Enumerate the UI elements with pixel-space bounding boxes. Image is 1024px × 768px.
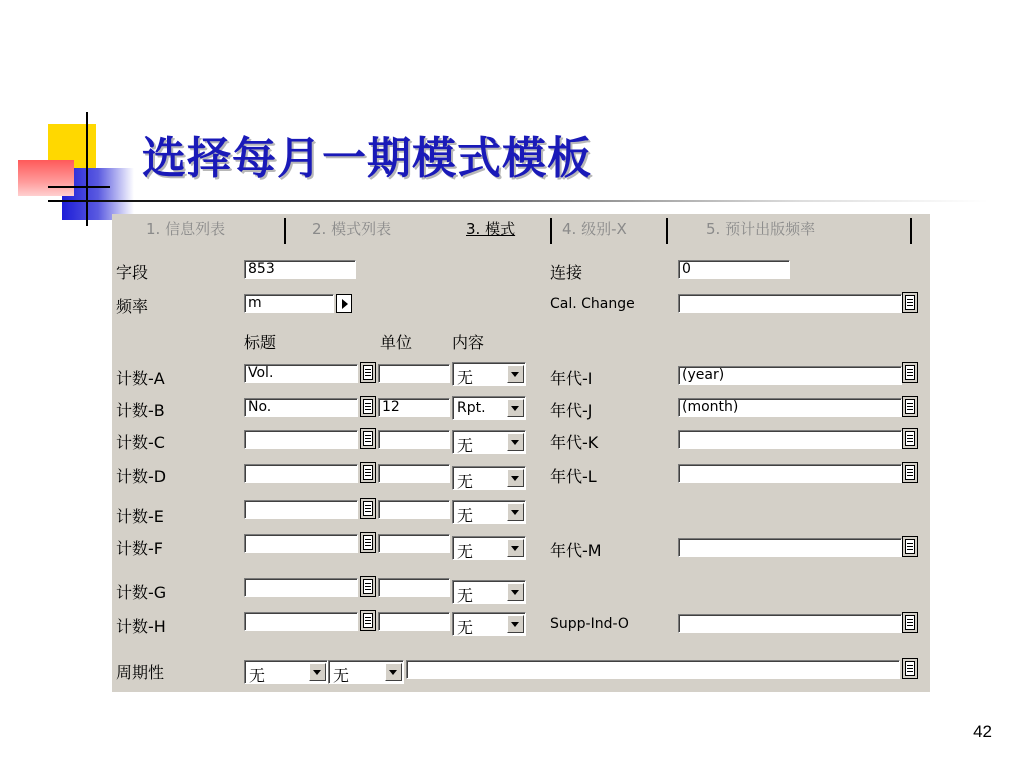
chron-i-list-icon[interactable] <box>902 362 918 383</box>
dropdown-arrow-icon[interactable] <box>507 503 524 521</box>
decor-vertical-line <box>86 112 88 226</box>
tab-level-x[interactable]: 4. 级别-X <box>562 220 627 238</box>
pattern-dialog <box>112 214 930 692</box>
chron-m-input[interactable] <box>678 538 902 557</box>
count-g-content-select[interactable]: 无 <box>452 580 526 604</box>
link-label: 连接 <box>550 263 583 282</box>
count-f-label: 计数-F <box>116 539 163 558</box>
chron-i-input[interactable]: (year) <box>678 366 902 385</box>
count-d-title-input[interactable] <box>244 464 358 483</box>
count-h-content-select[interactable]: 无 <box>452 612 526 636</box>
count-f-content-select[interactable]: 无 <box>452 536 526 560</box>
chron-m-label: 年代-M <box>550 541 602 560</box>
cal-change-label: Cal. Change <box>550 296 635 312</box>
periodicity-list-icon[interactable] <box>902 658 918 679</box>
count-a-content-select[interactable]: 无 <box>452 362 526 386</box>
tab-info-list[interactable]: 1. 信息列表 <box>146 220 226 238</box>
count-f-title-input[interactable] <box>244 534 358 553</box>
periodicity-select-1[interactable]: 无 <box>244 660 328 684</box>
periodicity-input[interactable] <box>406 660 900 679</box>
frequency-label: 频率 <box>116 297 149 316</box>
count-a-title-input[interactable]: Vol. <box>244 364 358 383</box>
count-b-label: 计数-B <box>116 401 165 420</box>
count-b-unit-input[interactable]: 12 <box>378 398 450 417</box>
tab-expected-frequency[interactable]: 5. 预计出版频率 <box>706 220 816 238</box>
tab-separator <box>910 218 912 244</box>
dropdown-arrow-icon[interactable] <box>309 663 326 681</box>
count-c-content-select[interactable]: 无 <box>452 430 526 454</box>
tab-separator <box>666 218 668 244</box>
chron-i-label: 年代-I <box>550 369 593 388</box>
dropdown-arrow-icon[interactable] <box>507 365 524 383</box>
chron-j-list-icon[interactable] <box>902 396 918 417</box>
count-e-content-select[interactable]: 无 <box>452 500 526 524</box>
count-h-title-input[interactable] <box>244 612 358 631</box>
field-input[interactable]: 853 <box>244 260 356 279</box>
dropdown-arrow-icon[interactable] <box>507 615 524 633</box>
link-input[interactable]: 0 <box>678 260 790 279</box>
chron-j-input[interactable]: (month) <box>678 398 902 417</box>
cal-change-input[interactable] <box>678 294 902 313</box>
count-c-unit-input[interactable] <box>378 430 450 449</box>
chron-m-list-icon[interactable] <box>902 536 918 557</box>
periodicity-label: 周期性 <box>116 663 165 682</box>
dropdown-arrow-icon[interactable] <box>507 583 524 601</box>
field-label: 字段 <box>116 263 149 282</box>
tab-pattern[interactable]: 3. 模式 <box>466 220 516 238</box>
count-g-title-input[interactable] <box>244 578 358 597</box>
count-d-label: 计数-D <box>116 467 167 486</box>
count-c-title-input[interactable] <box>244 430 358 449</box>
tab-bar <box>112 214 930 244</box>
dropdown-arrow-icon[interactable] <box>507 539 524 557</box>
chron-k-label: 年代-K <box>550 433 599 452</box>
col-content-header: 内容 <box>452 333 485 352</box>
chron-l-list-icon[interactable] <box>902 462 918 483</box>
slide-title: 选择每月一期模式模板 <box>142 133 592 184</box>
cal-change-list-icon[interactable] <box>902 292 918 313</box>
col-unit-header: 单位 <box>380 333 413 352</box>
count-h-label: 计数-H <box>116 617 166 636</box>
supp-ind-label: Supp-Ind-O <box>550 616 629 632</box>
count-g-label: 计数-G <box>116 583 167 602</box>
col-title-header: 标题 <box>244 333 277 352</box>
count-a-label: 计数-A <box>116 369 165 388</box>
count-f-unit-input[interactable] <box>378 534 450 553</box>
decor-red-square <box>18 160 74 196</box>
count-e-label: 计数-E <box>116 507 164 526</box>
count-a-list-icon[interactable] <box>360 362 376 383</box>
supp-ind-input[interactable] <box>678 614 902 633</box>
count-d-list-icon[interactable] <box>360 462 376 483</box>
periodicity-select-2[interactable]: 无 <box>328 660 404 684</box>
count-c-label: 计数-C <box>116 433 165 452</box>
tab-pattern-list[interactable]: 2. 模式列表 <box>312 220 392 238</box>
tab-separator <box>284 218 286 244</box>
chron-j-label: 年代-J <box>550 401 593 420</box>
count-e-list-icon[interactable] <box>360 498 376 519</box>
count-b-title-input[interactable]: No. <box>244 398 358 417</box>
count-f-list-icon[interactable] <box>360 532 376 553</box>
decor-short-line <box>48 186 110 188</box>
chron-k-list-icon[interactable] <box>902 428 918 449</box>
supp-ind-list-icon[interactable] <box>902 612 918 633</box>
dropdown-arrow-icon[interactable] <box>507 399 524 417</box>
dropdown-arrow-icon[interactable] <box>385 663 402 681</box>
chron-l-input[interactable] <box>678 464 902 483</box>
count-g-list-icon[interactable] <box>360 576 376 597</box>
dropdown-arrow-icon[interactable] <box>507 469 524 487</box>
count-g-unit-input[interactable] <box>378 578 450 597</box>
count-e-unit-input[interactable] <box>378 500 450 519</box>
chron-k-input[interactable] <box>678 430 902 449</box>
dropdown-arrow-icon[interactable] <box>507 433 524 451</box>
frequency-arrow-button[interactable] <box>336 294 352 313</box>
count-d-content-select[interactable]: 无 <box>452 466 526 490</box>
count-b-list-icon[interactable] <box>360 396 376 417</box>
count-a-unit-input[interactable] <box>378 364 450 383</box>
title-underline <box>48 200 988 202</box>
count-h-list-icon[interactable] <box>360 610 376 631</box>
chron-l-label: 年代-L <box>550 467 597 486</box>
count-e-title-input[interactable] <box>244 500 358 519</box>
tab-separator <box>550 218 552 244</box>
count-h-unit-input[interactable] <box>378 612 450 631</box>
count-b-content-select[interactable]: Rpt. <box>452 396 526 420</box>
count-c-list-icon[interactable] <box>360 428 376 449</box>
frequency-input[interactable]: m <box>244 294 334 313</box>
page-number: 42 <box>973 722 992 741</box>
count-d-unit-input[interactable] <box>378 464 450 483</box>
